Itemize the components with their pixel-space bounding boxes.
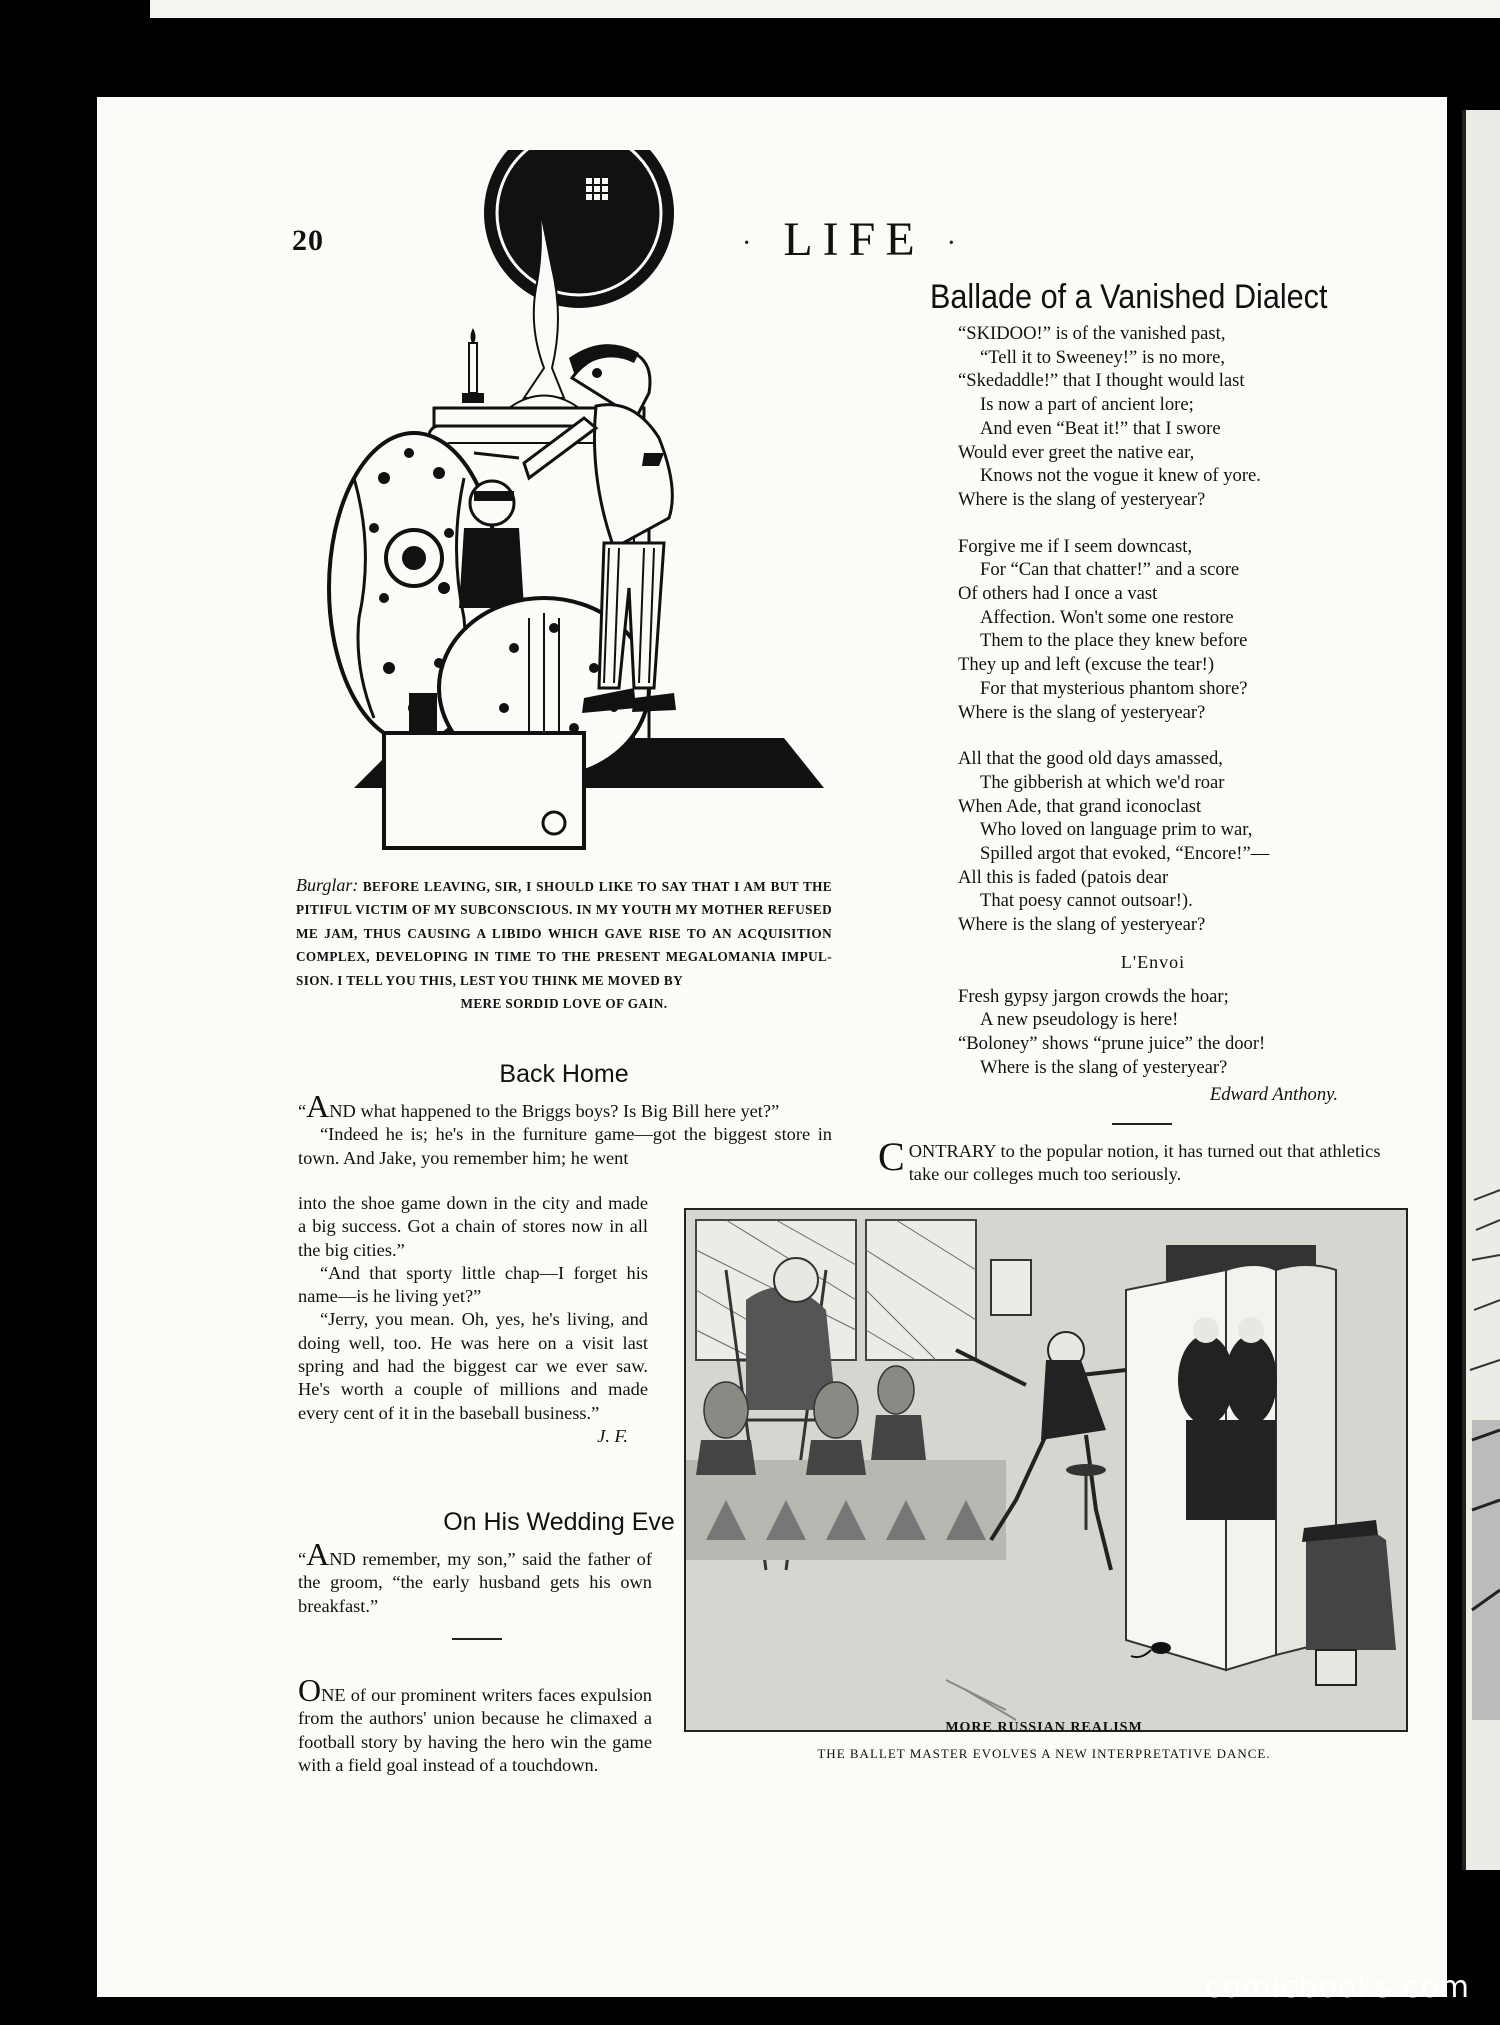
poem-line: Where is the slang of yesteryear?	[958, 701, 1206, 723]
open-quote: “	[298, 1101, 307, 1121]
envoi	[958, 985, 1348, 1080]
caption-line: BEFORE LEAVING, SIR, I SHOULD LIKE TO SAY THAT	[362, 879, 730, 894]
paragraph: ND remember, my son,” said the father of the groom, “the early husband gets his own breakfast.”	[298, 1549, 652, 1616]
wedding-eve-title: On His Wedding Eve	[443, 1508, 675, 1536]
divider	[452, 1638, 502, 1640]
ballet-cartoon-caption	[684, 1746, 1404, 1762]
paragraph: NE of our prominent writers faces expulsion from the authors' union because he climaxed a football story by having the hero win the game with a field goal instead of a touchdown.	[298, 1685, 652, 1775]
divider	[1112, 1123, 1172, 1125]
burglar-illustration	[314, 148, 834, 863]
adjacent-page-edge	[150, 0, 1500, 18]
poem-line: A new pseudology is here!	[980, 1009, 1179, 1031]
poem-line: “Tell it to Sweeney!” is no more,	[980, 346, 1225, 368]
writers-paragraph	[298, 1672, 652, 1777]
masthead-dot-left: ·	[742, 227, 762, 259]
ballet-cartoon	[684, 1208, 1408, 1732]
ballet-cartoon-title	[684, 1720, 1404, 1736]
initials: J. F.	[597, 1425, 628, 1446]
cartoon-title: MORE RUSSIAN REALISM	[945, 1720, 1143, 1735]
drop-cap: A	[306, 1088, 330, 1124]
caption-line: LIBIDO WHICH GAVE RISE TO AN ACQUISITION COMPLEX,	[296, 925, 833, 965]
poem-line: “Skedaddle!” that I thought would last	[958, 370, 1245, 392]
masthead-title: LIFE	[783, 213, 925, 266]
cartoon-caption: THE BALLET MASTER EVOLVES A NEW INTERPRETATIVE DANCE.	[817, 1746, 1271, 1761]
poem-line: For that mysterious phantom shore?	[980, 677, 1248, 699]
poem-line: Is now a part of ancient lore;	[980, 394, 1194, 416]
open-quote: “	[298, 1549, 307, 1569]
paragraph: “Indeed he is; he's in the furniture game—got the biggest store in town. And Jake, you remember him; he went	[298, 1124, 832, 1168]
caption-line: DEVELOPING IN TIME TO THE PRESENT MEGALOMANIA IMPUL-	[375, 949, 832, 965]
poem-line: They up and left (excuse the tear!)	[958, 654, 1215, 676]
poem-line: Where is the slang of yesteryear?	[980, 1056, 1228, 1078]
poem-line: Spilled argot that evoked, “Encore!”—	[980, 843, 1270, 865]
poem-line: That poesy cannot outsoar!).	[980, 890, 1193, 912]
watermark-brand: comicbooks.com	[1204, 1970, 1470, 2005]
poem-line: When Ade, that grand iconoclast	[958, 795, 1202, 817]
contrary-paragraph	[878, 1134, 1408, 1187]
poem-line: Forgive me if I seem downcast,	[958, 535, 1193, 557]
paragraph: ONTRARY to the popular notion, it has turned out that athletics take our colleges much too seriously.	[908, 1141, 1381, 1185]
wedding-eve-text	[298, 1536, 652, 1618]
ballade-poem	[958, 322, 1348, 1107]
poem-line: “SKIDOO!” is of the vanished past,	[958, 323, 1226, 344]
back-home-title: Back Home	[499, 1060, 629, 1088]
envoi-title: L'Envoi	[1120, 951, 1186, 972]
burglar-caption	[296, 874, 832, 1015]
poem-line: The gibberish at which we'd roar	[980, 771, 1225, 793]
caption-line: YOUTH MY MOTHER REFUSED ME JAM, THUS CAUSING A	[296, 902, 832, 941]
back-home-continued	[298, 1192, 648, 1448]
poem-line: “Boloney” shows “prune juice” the door!	[958, 1032, 1266, 1054]
drop-cap: O	[298, 1672, 322, 1708]
poem-line: Knows not the vogue it knew of yore.	[980, 465, 1261, 487]
poem-line: And even “Beat it!” that I swore	[980, 417, 1221, 439]
poem-line: All this is faded (patois dear	[958, 866, 1169, 888]
caption-last-line: MERE SORDID LOVE OF GAIN.	[460, 996, 668, 1012]
poem-line: For “Can that chatter!” and a score	[980, 559, 1240, 581]
stanza-3	[958, 747, 1348, 937]
stanza-1	[958, 322, 1348, 512]
drop-cap: A	[306, 1536, 330, 1572]
paragraph: “And that sporty little chap—I forget his name—is he living yet?”	[298, 1262, 648, 1307]
poem-line: Affection. Won't some one restore	[980, 606, 1234, 628]
caption-line: I AM BUT THE PITIFUL VICTIM OF MY SUBCONSCIOUS. IN MY	[296, 879, 833, 918]
caption-line: SION. I TELL YOU THIS, LEST YOU THINK ME MOVED BY	[296, 972, 683, 988]
masthead-dot-right: ·	[946, 227, 966, 259]
poem-line: Them to the place they knew before	[980, 630, 1248, 652]
stanza-2	[958, 535, 1348, 725]
poem-line: Where is the slang of yesteryear?	[958, 914, 1206, 936]
paragraph: into the shoe game down in the city and made a big success. Got a chain of stores now in all the big cities.”	[298, 1193, 648, 1260]
poem-line: Would ever greet the native ear,	[958, 441, 1195, 463]
ballade-title: Ballade of a Vanished Dialect	[930, 278, 1328, 316]
poem-author: Edward Anthony.	[1209, 1084, 1338, 1106]
caption-speaker: Burglar:	[296, 875, 359, 895]
page-number: 20	[292, 224, 324, 257]
poem-line: Where is the slang of yesteryear?	[958, 488, 1206, 510]
back-home-text	[298, 1088, 832, 1170]
next-page-edge	[1462, 110, 1500, 1870]
poem-line: All that the good old days amassed,	[958, 748, 1223, 770]
drop-cap: C	[878, 1134, 905, 1179]
paragraph: “Jerry, you mean. Oh, yes, he's living, and doing well, too. He was here on a visit last spring and had the biggest car we ever saw. He's worth a couple of millions and made every cent of it in the baseball business.”	[298, 1309, 648, 1423]
poem-line: Fresh gypsy jargon crowds the hoar;	[958, 985, 1229, 1007]
paragraph: ND what happened to the Briggs boys? Is Big Bill here yet?”	[329, 1101, 780, 1121]
poem-line: Of others had I once a vast	[958, 583, 1158, 605]
poem-line: Who loved on language prim to war,	[980, 819, 1253, 841]
